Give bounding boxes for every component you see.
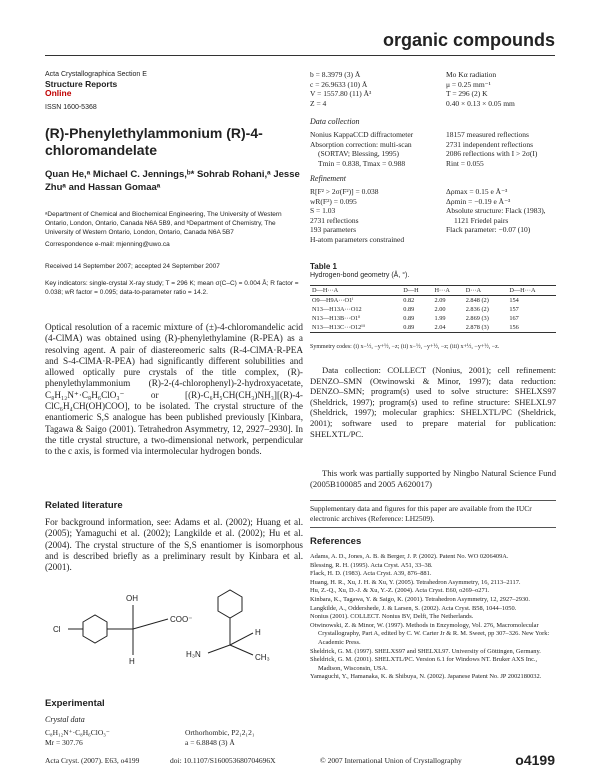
reference-item: Yamaguchi, Y., Hamanaka, K. & Shibuya, N. (2002). Japanese Patent No. JP 2002180032. [310, 673, 542, 681]
footer-copyright: © 2007 International Union of Crystallography [320, 755, 462, 765]
key-indicators: Key indicators: single-crystal X-ray study; T = 296 K; mean σ(C–C) = 0.004 Å; R factor = 0.038; wR factor = 0.095; data-to-parameter ratio = 14.2. [45, 280, 299, 296]
radiation: Mo Kα radiation [446, 70, 497, 79]
reference-item: Otwinowski, Z. & Minor, W. (1997). Methods in Enzymology, Vol. 276, Macromolecular Crystallography, Part A, edited by C. W. Carter Jr & R. M. Sweet, pp 307–326. New York: Academic Press. [310, 621, 550, 646]
col-angle: D—H···A [509, 287, 536, 294]
table-cell: 2.878 (3) [465, 324, 489, 331]
table-cell: 2.04 [434, 324, 446, 331]
refinement-left [310, 187, 404, 244]
journal-name: Acta Crystallographica Section E [45, 71, 147, 78]
reference-item: Langkilde, A., Oddershede, J. & Larsen, S. (2002). Acta Cryst. B58, 1044–1050. [310, 604, 517, 612]
issn: ISSN 1600-5368 [45, 103, 97, 111]
table-cell: 2.836 (2) [465, 306, 489, 313]
refinement-heading: Refinement [310, 174, 346, 183]
table-cell: 0.89 [403, 306, 415, 313]
table-cell: N13—H13C···O12ⁱⁱⁱ [312, 324, 365, 331]
table-cell: N13—H13B···O1ⁱⁱ [312, 315, 361, 322]
abstract: Optical resolution of a racemic mixture of (±)-4-chloromandelic acid (4-ClMA) was obtained using (R)-phenylethylamine (R-PEA) as a resolving agent. A pair of diastereomeric salts (R-4-ClMA·R-PEA and S-4-ClMA·R-PEA) had significantly different solubilities and allowed optically pure crystals of the title complex, (R)-phenylethylammonium (R)-2-(4-chlorophenyl)-2-hydroxyacetate, C₈H₁₂N⁺·C₈H₆ClO₃⁻ or [(R)-C₆H₅CH(CH₃)NH₃][(R)-4-ClC₆H₄CH(OH)COO], to be isolated. The crystal structure of the enantiomeric S,S analogue has been published previously [Kinbara, Tagawa & Saigo (2001). Tetrahedron Asymmetry, 12, 2927–2930]. In the title crystal structure, a two-dimensional network, perpendicular to the c axis, is formed via intermolecular hydrogen bonds. [45, 322, 303, 457]
table-cell: 1.99 [434, 315, 446, 322]
cell-c: c = 26.9633 (10) Å [310, 79, 368, 89]
references-heading: References [310, 536, 362, 547]
h-atom-treatment: H-atom parameters constrained [310, 234, 405, 244]
table-cell: 2.869 (3) [465, 315, 489, 322]
table1-caption: Table 1 [310, 262, 337, 271]
crystal-size: 0.40 × 0.13 × 0.05 mm [446, 98, 515, 108]
formula: C₈H₁₂N⁺·C₈H₆ClO₃⁻ [45, 728, 110, 737]
footer-page-number: o4199 [515, 752, 555, 768]
received-dates: Received 14 September 2007; accepted 24 September 2007 [45, 263, 220, 270]
r-factor: R[F² > 2σ(F²)] = 0.038 [310, 187, 379, 196]
refinement-block [310, 187, 556, 244]
experimental-heading: Experimental [45, 698, 105, 709]
drho-max: Δρmax = 0.15 e Å⁻³ [446, 187, 508, 196]
h2-bond [230, 633, 253, 645]
table-cell: 167 [509, 315, 519, 322]
phenyl-ring [218, 590, 242, 618]
chlorophenyl-ring [83, 615, 107, 643]
table-row [310, 305, 556, 314]
table-cell: 2.00 [434, 306, 446, 313]
observed-reflections: 2086 reflections with I > 2σ(I) [446, 149, 538, 158]
collection-block [310, 130, 556, 168]
reference-item: Blessing, R. H. (1995). Acta Cryst. A51, 33–38. [310, 561, 433, 569]
collection-right [446, 130, 556, 168]
parameters: 193 parameters [310, 225, 357, 234]
crystal-data-left [45, 728, 110, 747]
scheme-h: H [129, 657, 135, 666]
acknowledgement: This work was partially supported by Ningbo Natural Science Fund (2005B100085 and 2005 A620017) [310, 468, 556, 489]
table-cell: 157 [509, 306, 519, 313]
reference-item: Kinbara, K., Tagawa, Y. & Saigo, K. (2001). Tetrahedron Asymmetry, 12, 2927–2930. [310, 595, 530, 603]
crystal-data-right [185, 728, 303, 747]
related-text: For background information, see: Adams et al. (2002); Huang et al. (2005); Yamaguchi et al. (2002); Langkilde et al. (2002); Hu et al. (2004). The crystal structure of the S,S enantiomer is isomorphous and is described briefly as a preliminary result by Kinbara et al. (2001). [45, 517, 303, 573]
affiliation: ᵃDepartment of Chemical and Biochemical Engineering, The University of Western Ontario, London, Ontario, Canada N6A 5B9, and ᵇDepartment of Chemistry, The University of Western Ontario, London, Ontario, Canada N6A 5B7 [45, 211, 282, 236]
reference-item: Flack, H. D. (1983). Acta Cryst. A39, 876–881. [310, 570, 432, 578]
table-cell: 0.89 [403, 324, 415, 331]
ch3-bond [230, 645, 253, 655]
table-cell: N13—H13A···O12 [312, 306, 362, 313]
table-cell: 0.89 [403, 315, 415, 322]
goodness-of-fit: S = 1.03 [310, 206, 336, 215]
supplementary-rule-bottom [310, 527, 556, 528]
reference-item: Sheldrick, G. M. (2001). SHELXTL/PC. Version 6.1 for Windows NT. Bruker AXS Inc., Madison, Wisconsin, USA. [310, 656, 538, 672]
table-row [310, 296, 556, 306]
collection-heading: Data collection [310, 117, 360, 126]
table1-subtitle: Hydrogen-bond geometry (Å, °). [310, 272, 410, 279]
hbond-table [310, 285, 556, 333]
table-cell: 156 [509, 324, 519, 331]
symmetry-codes: Symmetry codes: (i) x−½, −y+½, −z; (ii) x−½, −y+½, −z; (iii) x+½, −y+½, −z. [310, 344, 500, 350]
col-ha: H···A [434, 287, 450, 294]
drho-min: Δρmin = −0.19 e Å⁻³ [446, 196, 511, 206]
online-label: Online [45, 88, 72, 98]
supplementary-note: Supplementary data and figures for this paper are available from the IUCr electronic archives (Reference: LH2509). [310, 504, 532, 523]
header-rule [45, 55, 555, 56]
crystal-system: Orthorhombic, P2₁2₁2₁ [185, 728, 255, 737]
mu: μ = 0.25 mm⁻¹ [446, 79, 491, 89]
temperature: T = 296 (2) K [446, 89, 488, 98]
table-cell: 2.09 [434, 297, 446, 304]
cell-block [310, 70, 556, 108]
table-row [310, 323, 556, 333]
cell-b: b = 8.3979 (3) Å [310, 70, 361, 79]
col-da: D···A [465, 287, 482, 294]
scheme-oh: OH [126, 594, 138, 603]
page-footer [45, 752, 555, 768]
diffractometer: Nonius KappaCCD diffractometer [310, 130, 414, 139]
crystal-data [45, 728, 303, 747]
authors: Quan He,ᵃ Michael C. Jennings,ᵇ* Sohrab Rohani,ᵃ Jesse Zhuᵃ and Hassan Gomaaᵃ [45, 169, 300, 193]
table-row [310, 314, 556, 323]
flack-parameter: Flack parameter: −0.07 (10) [446, 225, 531, 234]
scheme-cl: Cl [53, 625, 61, 634]
col-dh: D—H [403, 287, 419, 294]
footer-doi: doi: 10.1107/S160053680704696X [170, 755, 276, 765]
cell-left [310, 70, 371, 108]
correspondence: Correspondence e-mail: mjenning@uwo.ca [45, 241, 170, 248]
reference-list [310, 553, 556, 682]
wr-factor: wR(F²) = 0.095 [310, 196, 357, 206]
supplementary-rule [310, 500, 556, 501]
coo-bond [133, 619, 168, 629]
series-name: Structure Reports [45, 78, 118, 89]
reference-item: Huang, H. R., Xu, J. H. & Xu, Y. (2005). Tetrahedron Asymmetry, 16, 2113–2117. [310, 578, 521, 586]
rint: Rint = 0.055 [446, 158, 484, 168]
friedel-pairs: 1121 Friedel pairs [454, 215, 509, 225]
table-cell: 2.848 (2) [465, 297, 489, 304]
scheme-coo: COO⁻ [170, 615, 193, 624]
absorption-ref: (SORTAV; Blessing, 1995) [318, 149, 399, 158]
refinement-right [446, 187, 556, 244]
chemical-scheme [48, 585, 293, 670]
cell-z: Z = 4 [310, 98, 327, 108]
journal-block [45, 70, 303, 112]
cell-right [446, 70, 556, 108]
table-cell: O9—H9A···O1ⁱ [312, 297, 354, 304]
related-heading: Related literature [45, 500, 123, 511]
table-cell: 154 [509, 297, 519, 304]
collection-left [310, 130, 413, 168]
absorption: Absorption correction: multi-scan [310, 139, 412, 149]
scheme-h2: H [255, 628, 261, 637]
table-cell: 0.82 [403, 297, 415, 304]
table-header-row [310, 286, 556, 296]
reference-item: Hu, Z.-Q., Xu, D.-J. & Xu, Y.-Z. (2004). Acta Cryst. E60, o269–o271. [310, 587, 490, 595]
footer-citation: Acta Cryst. (2007). E63, o4199 [45, 755, 140, 765]
scheme-ch3: CH₃ [255, 653, 270, 662]
cell-a: a = 6.8848 (3) Å [185, 737, 235, 747]
cell-v: V = 1557.80 (11) Å³ [310, 89, 372, 98]
paper-title: (R)-Phenylethylammonium (R)-4-chloromandelate [45, 125, 263, 158]
scheme-h3n: H₃N [186, 650, 201, 659]
col-dha: D—H···A [312, 287, 339, 294]
software-paragraph: Data collection: COLLECT (Nonius, 2001); cell refinement: DENZO–SMN (Otwinowski & Minor, 1997); data reduction: DENZO–SMN; program(s) used to solve structure: SHELXS97 (Sheldrick, 1997); program(s) used to refine structure: SHELXL97 (Sheldrick, 1997); molecular graphics: SHELXTL/PC (Sheldrick, 2001); software used to prepare material for publication: SHELXTL/PC. [310, 365, 556, 439]
reference-item: Adams, A. D., Jones, A. B. & Berger, J. P. (2002). Patent No. WO 0206409A. [310, 553, 509, 560]
crystal-data-heading: Crystal data [45, 715, 85, 724]
reference-item: Nonius (2001). COLLECT. Nonius BV, Delft, The Netherlands. [310, 613, 474, 621]
mr: Mr = 307.76 [45, 737, 83, 747]
independent-reflections: 2731 independent reflections [446, 139, 534, 149]
reflections: 2731 reflections [310, 215, 359, 225]
reference-item: Sheldrick, G. M. (1997). SHELXS97 and SHELXL97. University of Göttingen, Germany. [310, 647, 541, 655]
section-title: organic compounds [382, 30, 555, 50]
tmin-tmax: Tmin = 0.838, Tmax = 0.988 [318, 158, 406, 168]
absolute-structure: Absolute structure: Flack (1983), [446, 206, 546, 215]
measured-reflections: 18157 measured reflections [446, 130, 529, 139]
nh3-bond [208, 645, 230, 653]
